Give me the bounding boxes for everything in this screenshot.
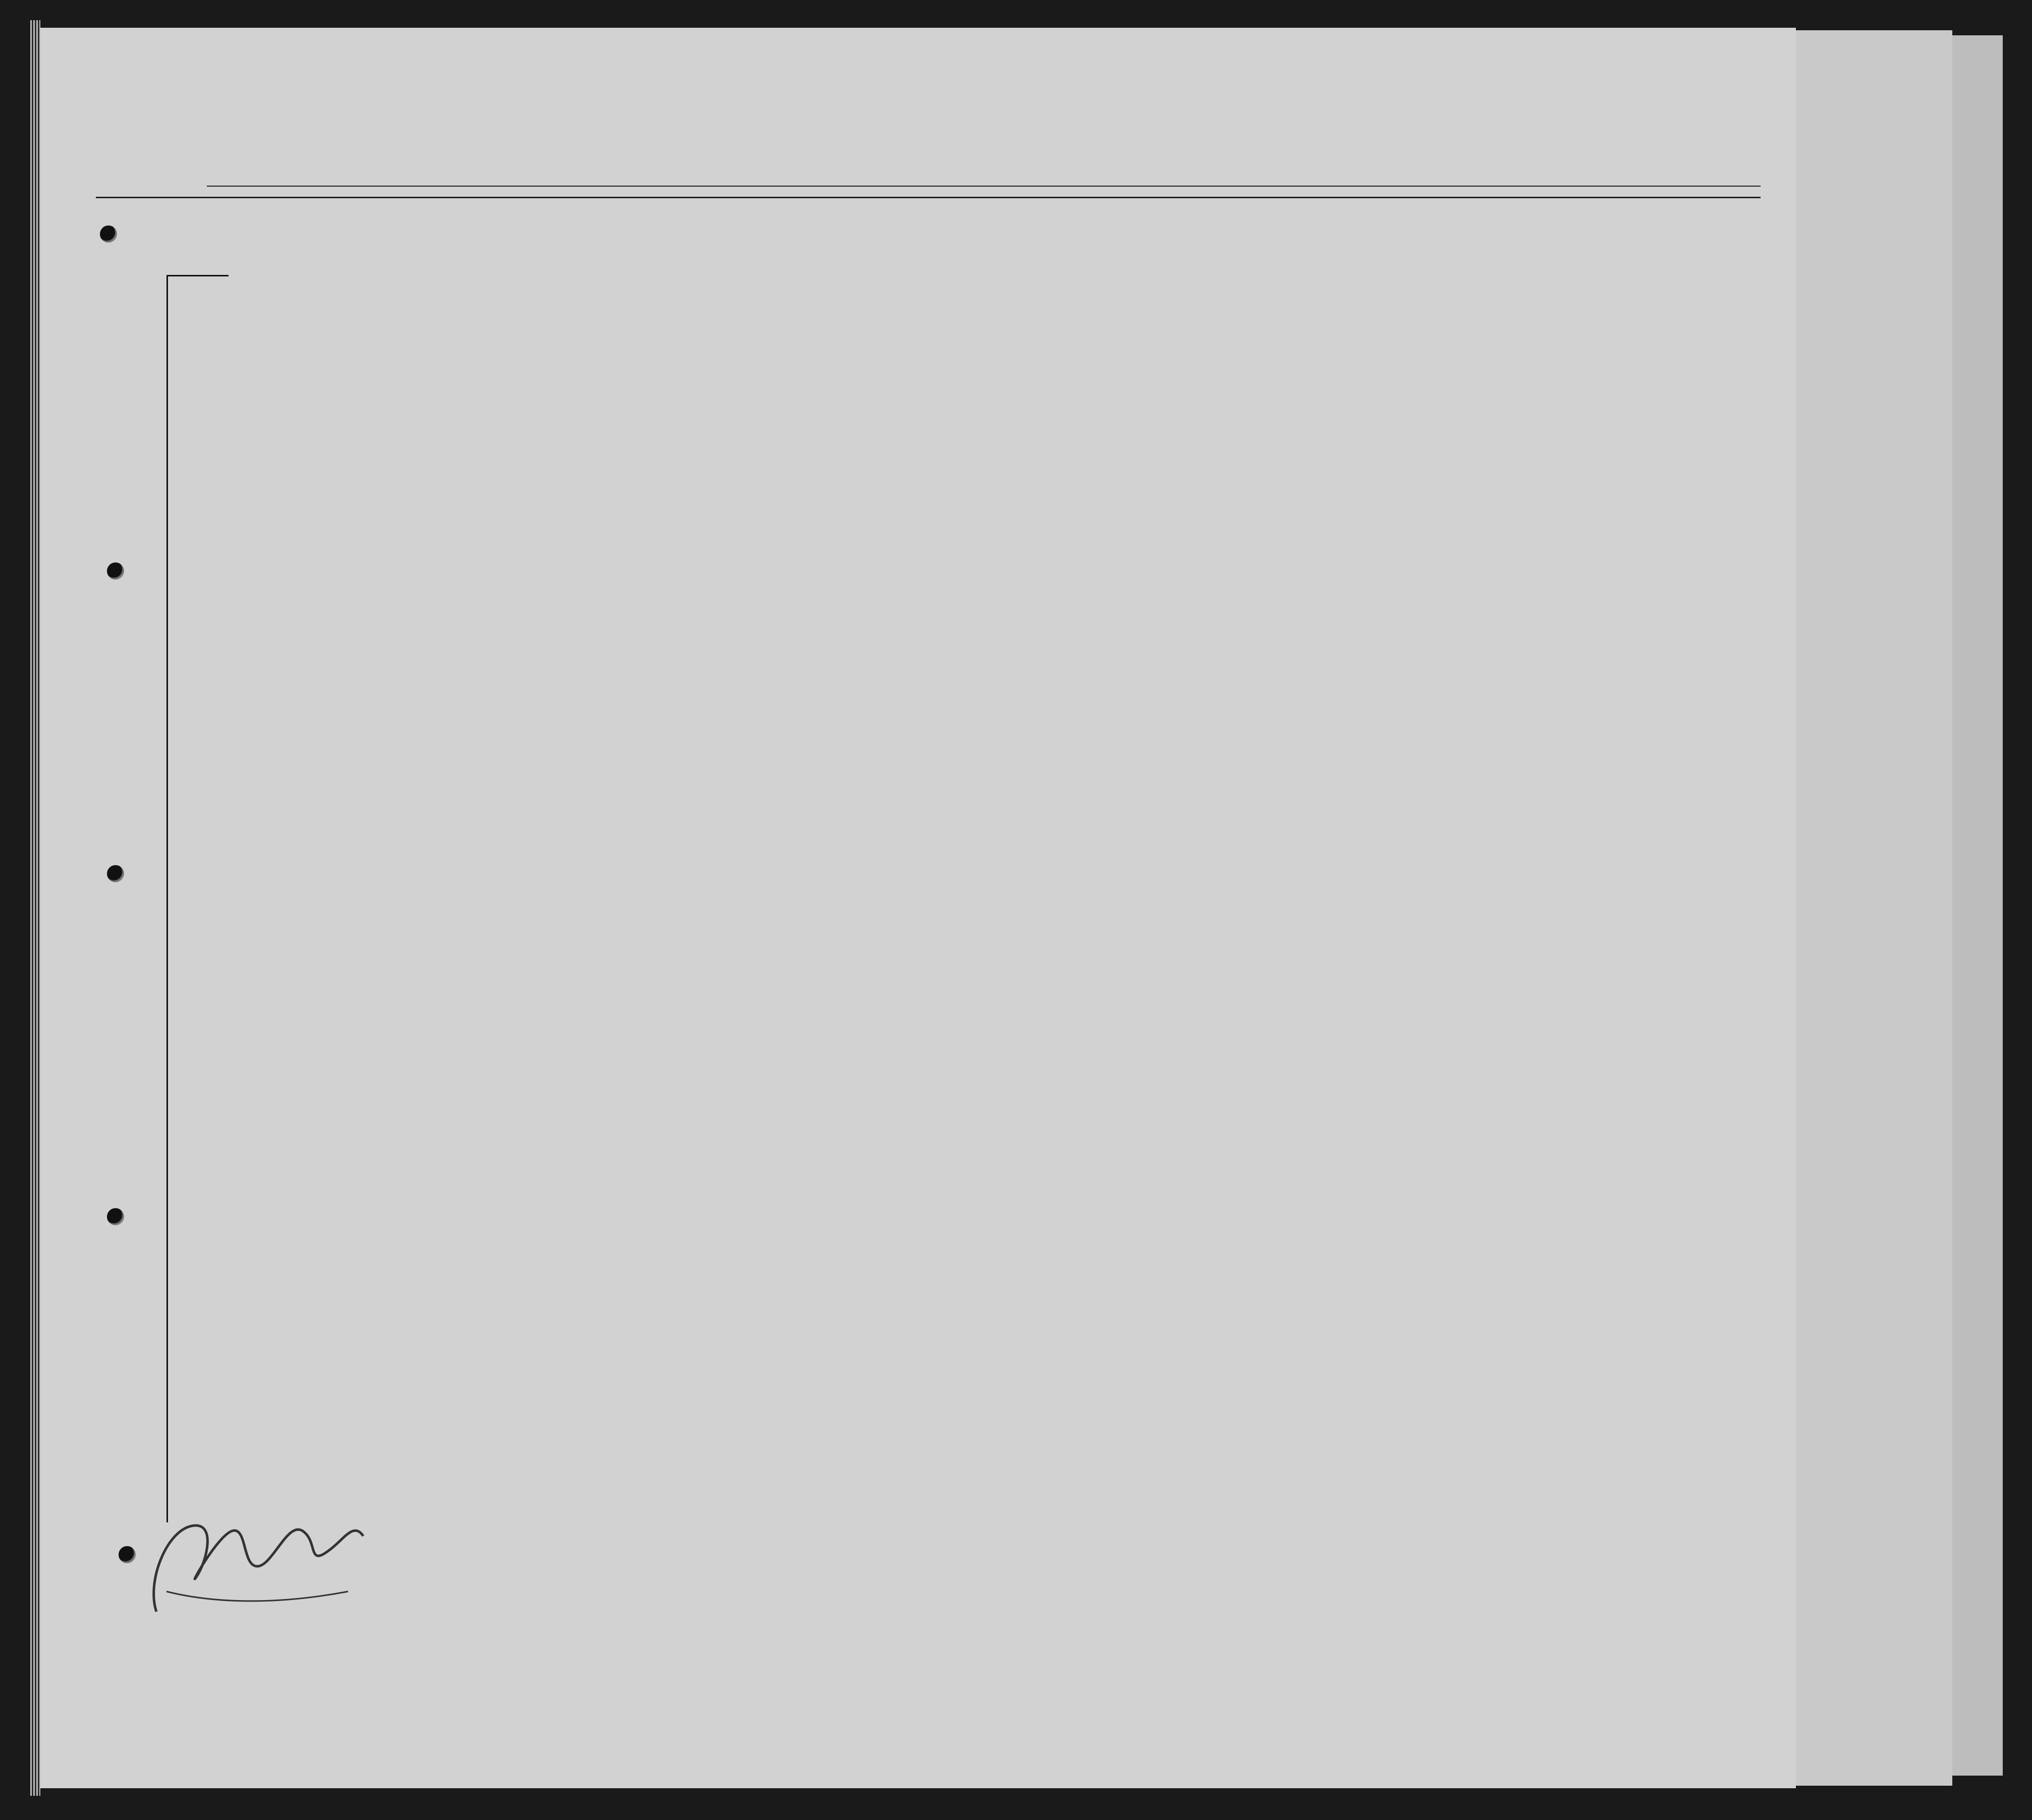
manifest-page (40, 28, 1796, 1788)
punch-hole (100, 225, 117, 243)
inspector-signature (136, 1491, 489, 1642)
punch-hole (107, 865, 124, 882)
stacked-page-edges (30, 20, 40, 1796)
underlying-page (1796, 30, 1952, 1786)
punch-hole (107, 562, 124, 580)
punch-hole (119, 1546, 136, 1563)
punch-hole (107, 1208, 124, 1225)
underlying-page-2 (1952, 35, 2003, 1776)
family-bracket (166, 275, 229, 1522)
